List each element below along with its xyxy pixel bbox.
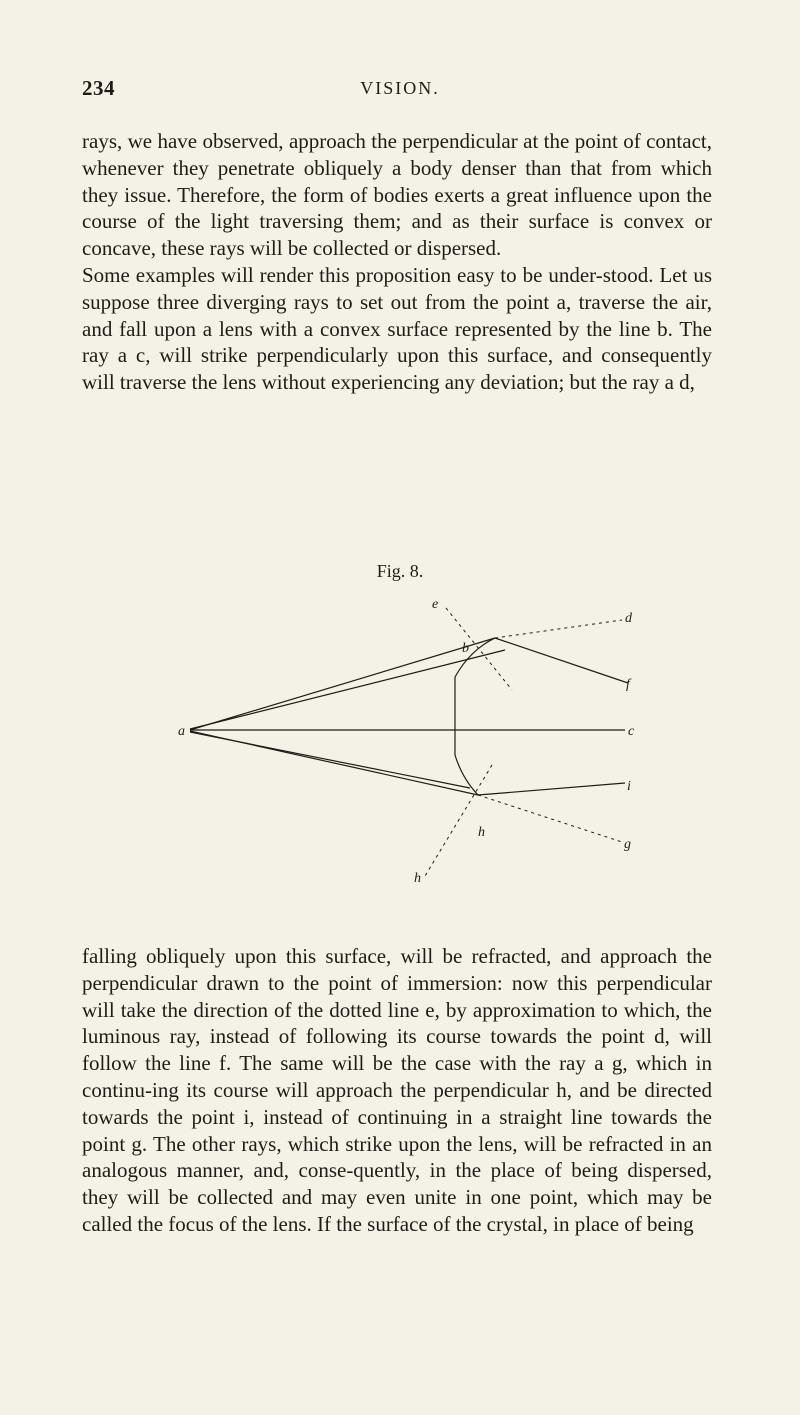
label-a: a: [178, 724, 185, 739]
ray-a-b: [190, 638, 495, 730]
paragraph-1: rays, we have observed, approach the perpendicular at the point of contact, whenever they penetrate obliquely a body denser than that from which they issue. Therefore, the form of bodies exerts a great influence upon the course of the light traversing them; and as their surface is convex or concave, these rays will be collected or dispersed.: [82, 129, 712, 261]
paragraph-3: falling obliquely upon this surface, will be refracted, and approach the perpendicular drawn to the point of immersion: now this perpendicular will take the direction of the dotted line e, by approximation to which, the luminous ray, instead of following its course towards the point d, will follow the line f. The same will be the case with the ray a g, which in continu-ing its course will approach the perpendicular h, and be directed towards the point i, instead of continuing in a straight line towards the point g. The other rays, which strike upon the lens, will be refracted in an analogous manner, and, conse-quently, in the place of being dispersed, they will be collected and may even unite in one point, which may be called the focus of the lens. If the surface of the crystal, in place of being: [82, 944, 712, 1236]
dotted-line-g: [478, 795, 622, 842]
label-h: h: [414, 871, 421, 886]
dotted-line-h: [425, 765, 492, 876]
label-f: f: [626, 677, 630, 692]
ray-a-lower-2: [190, 732, 470, 788]
lens-ray-diagram: [0, 590, 800, 900]
text-block-lower: [82, 943, 712, 1238]
dotted-line-d: [495, 620, 622, 638]
ray-a-b-2: [190, 650, 505, 729]
ray-i: [478, 783, 625, 795]
label-e: e: [432, 597, 439, 612]
label-g: g: [624, 837, 631, 852]
paragraph-2: Some examples will render this proposition easy to be under-stood. Let us suppose three diverging rays to set out from the point a, traverse the air, and fall upon a lens with a convex surface represented by the line b. The ray a c, will strike perpendicularly upon this surface, and consequently will traverse the lens without experiencing any deviation; but the ray a d,: [82, 262, 712, 395]
label-h-lower: h: [478, 825, 485, 840]
ray-f: [495, 638, 628, 683]
label-i: i: [627, 779, 631, 794]
running-head: [82, 76, 718, 106]
figure-8-diagram: [0, 590, 800, 900]
page-number: 234: [82, 76, 115, 100]
dotted-line-e: [446, 608, 512, 690]
label-b: b: [462, 641, 469, 656]
text-block-upper: [82, 128, 712, 396]
running-title: VISION.: [360, 78, 440, 98]
lens-outline: [455, 638, 495, 730]
label-c: c: [628, 724, 635, 739]
figure-caption: Fig. 8.: [376, 561, 424, 581]
label-d: d: [625, 611, 632, 626]
